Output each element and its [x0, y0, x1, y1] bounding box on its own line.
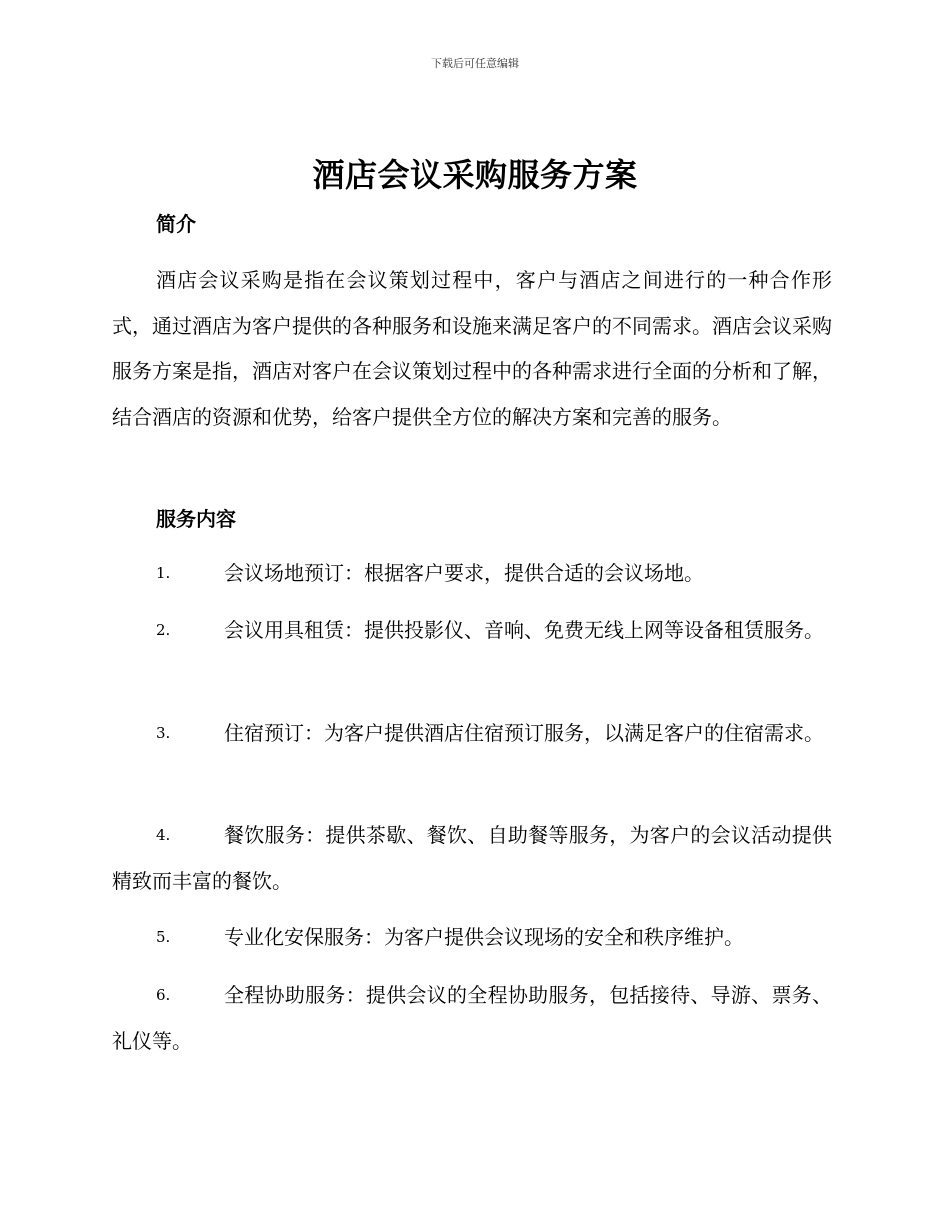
list-item — [112, 973, 832, 1064]
header-note: 下载后可任意编辑 — [431, 57, 519, 70]
list-item-number: 3. — [156, 724, 171, 742]
list-item-text: 专业化安保服务：为客户提供会议现场的安全和秩序维护。 — [224, 925, 744, 949]
list-item-number: 6. — [156, 986, 171, 1004]
list-item-text: 住宿预订：为客户提供酒店住宿预订服务，以满足客户的住宿需求。 — [224, 721, 824, 745]
list-item-text: 餐饮服务：提供茶歇、餐饮、自助餐等服务，为客户的会议活动提供精致而丰富的餐饮。 — [112, 823, 832, 893]
list-item-number: 5. — [156, 928, 171, 946]
list-item-text: 会议用具租赁：提供投影仪、音响、免费无线上网等设备租赁服务。 — [224, 618, 824, 642]
list-item-number: 2. — [156, 621, 171, 639]
list-item — [112, 813, 832, 904]
list-item-text: 会议场地预订：根据客户要求，提供合适的会议场地。 — [224, 561, 704, 585]
list-item — [112, 551, 832, 597]
list-item-number: 1. — [156, 564, 171, 582]
intro-paragraph: 酒店会议采购是指在会议策划过程中，客户与酒店之间进行的一种合作形式，通过酒店为客户提供的各种服务和设施来满足客户的不同需求。酒店会议采购服务方案是指，酒店对客户在会议策划过程中的各种需求进行全面的分析和了解，结合酒店的资源和优势，给客户提供全方位的解决方案和完善的服务。 — [112, 268, 832, 429]
list-item-text: 全程协助服务：提供会议的全程协助服务，包括接待、导游、票务、礼仪等。 — [112, 983, 832, 1053]
document-title: 酒店会议采购服务方案 — [312, 156, 638, 194]
section-heading-services: 服务内容 — [156, 507, 236, 531]
list-item-number: 4. — [156, 826, 171, 844]
list-item — [112, 915, 832, 961]
list-item — [112, 608, 832, 654]
section-heading-intro: 简介 — [156, 212, 196, 236]
list-item — [112, 711, 832, 757]
